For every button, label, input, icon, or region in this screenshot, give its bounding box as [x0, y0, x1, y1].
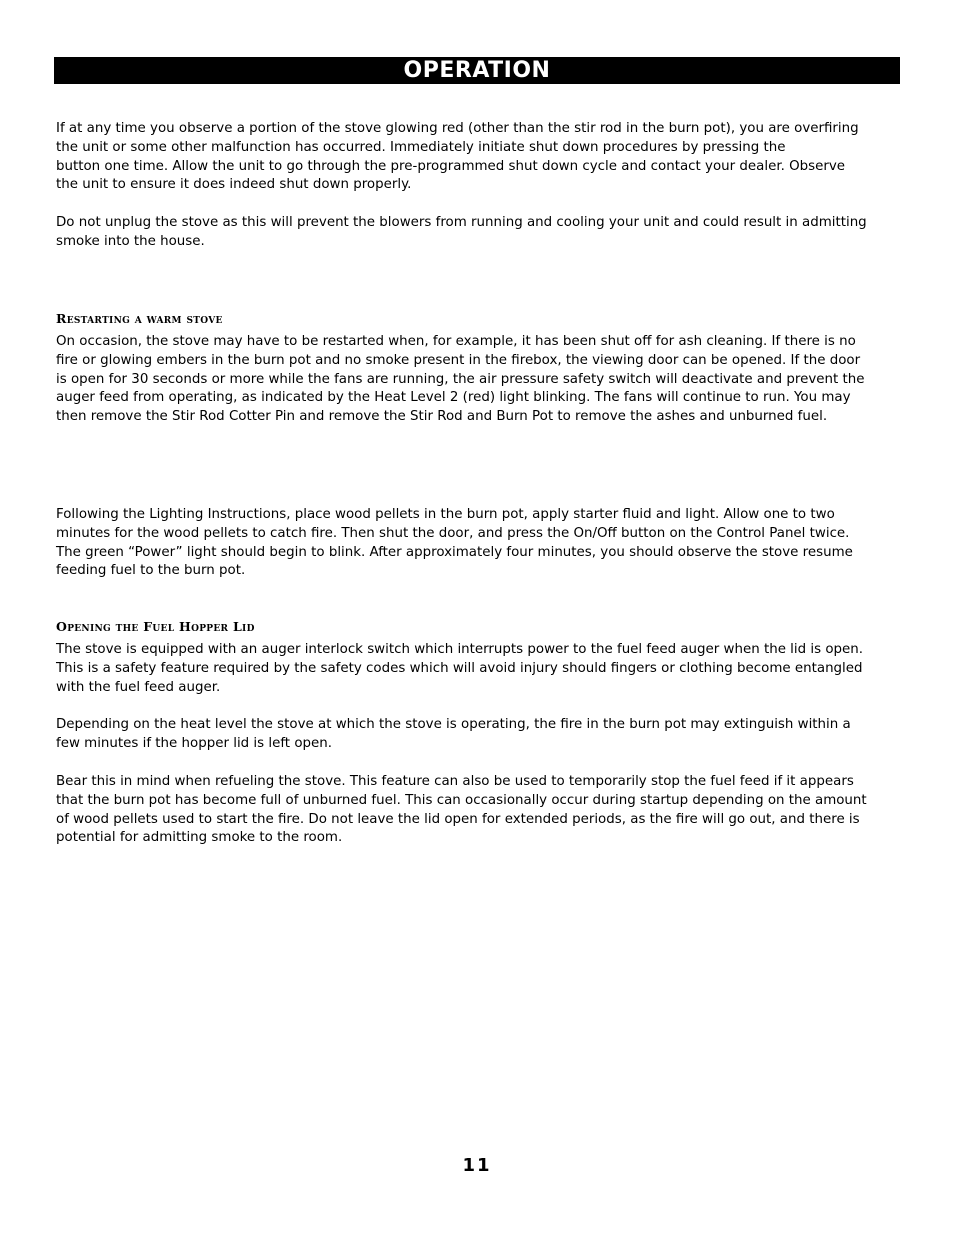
text-line: Bear this in mind when refueling the stove. This feature can also be used to temporarily stop the fuel feed if it appears: [56, 774, 854, 789]
text-line: few minutes if the hopper lid is left open.: [56, 735, 332, 751]
text-line: Depending on the heat level the stove at which the stove is operating, the fire in the burn pot may extinguish within a: [56, 717, 851, 732]
heading-restarting-warm-stove: Restarting a warm stove: [56, 311, 223, 326]
intro-paragraph-unplug-warning: [56, 214, 898, 252]
text-line: Following the Lighting Instructions, place wood pellets in the burn pot, apply starter fluid and light. Allow one to two: [56, 507, 835, 522]
intro-paragraph-overfiring: [56, 120, 898, 195]
page-number: 11: [462, 1155, 492, 1176]
text-line: then remove the Stir Rod Cotter Pin and remove the Stir Rod and Burn Pot to remove the ashes and unburned fuel.: [56, 409, 828, 425]
restart-paragraph-ash-cleaning: [56, 333, 898, 427]
text-line: button one time. Allow the unit to go through the pre-programmed shut down cycle and contact your dealer. Observe: [56, 158, 846, 174]
text-line: The green “Power” light should begin to blink. After approximately four minutes, you should observe the stove resume: [56, 544, 853, 560]
heading-opening-fuel-hopper-lid: Opening the Fuel Hopper Lid: [56, 619, 255, 634]
text-line: Do not unplug the stove as this will prevent the blowers from running and cooling your unit and could result in admitting: [56, 215, 867, 230]
section-title-bar: [54, 57, 900, 84]
text-line: that the burn pot has become full of unburned fuel. This can occasionally occur during startup depending on the amount: [56, 792, 867, 808]
text-line: the unit to ensure it does indeed shut down properly.: [56, 177, 412, 193]
text-line: is open for 30 seconds or more while the fans are running, the air pressure safety switch will deactivate and prevent the: [56, 371, 865, 387]
text-line: fire or glowing embers in the burn pot and no smoke present in the firebox, the viewing door can be opened. If the door: [56, 352, 861, 368]
text-line: On occasion, the stove may have to be restarted when, for example, it has been shut off for ash cleaning. If there is no: [56, 334, 856, 349]
hopper-paragraph-heat-level: [56, 716, 898, 754]
restart-paragraph-lighting: [56, 506, 898, 581]
text-line: minutes for the wood pellets to catch fire. Then shut the door, and press the On/Off button on the Control Panel twice.: [56, 525, 850, 541]
text-line: The stove is equipped with an auger interlock switch which interrupts power to the fuel feed auger when the lid is open.: [56, 642, 864, 657]
text-line: potential for admitting smoke to the room.: [56, 830, 343, 846]
text-line: smoke into the house.: [56, 233, 205, 249]
text-line: auger feed from operating, as indicated by the Heat Level 2 (red) light blinking. The fans will continue to run. You may: [56, 390, 851, 406]
hopper-paragraph-refueling: [56, 773, 898, 848]
text-line: If at any time you observe a portion of the stove glowing red (other than the stir rod in the burn pot), you are overfiring: [56, 121, 859, 136]
hopper-paragraph-interlock: [56, 641, 898, 697]
text-line: the unit or some other malfunction has occurred. Immediately initiate shut down procedures by pressing the: [56, 139, 786, 155]
text-line: with the fuel feed auger.: [56, 679, 221, 695]
text-line: of wood pellets used to start the fire. Do not leave the lid open for extended periods, as the fire will go out, and there is: [56, 811, 860, 827]
text-line: feeding fuel to the burn pot.: [56, 563, 246, 579]
page-title: OPERATION: [403, 58, 551, 83]
text-line: This is a safety feature required by the safety codes which will avoid injury should fingers or clothing become entangled: [56, 660, 863, 676]
